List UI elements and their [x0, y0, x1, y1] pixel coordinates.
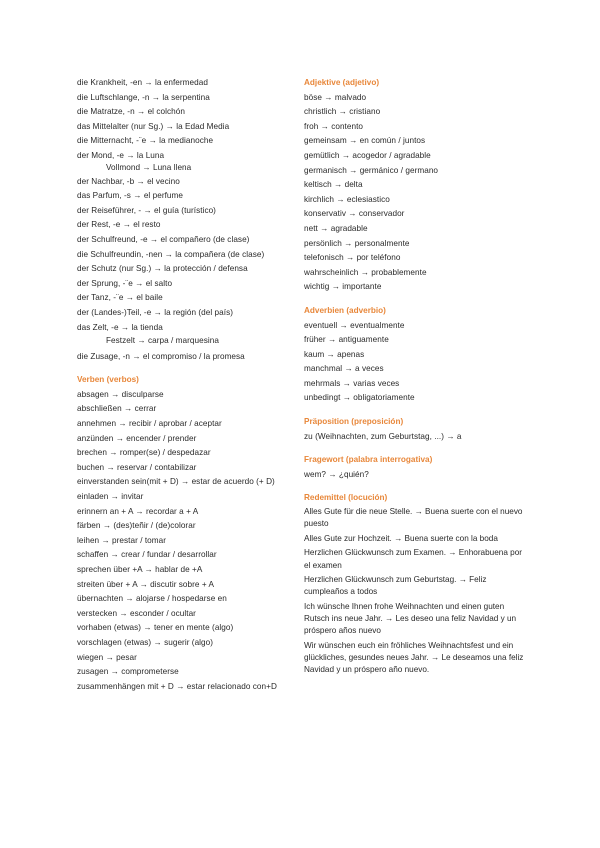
noun-entry: der Nachbar, -b → el vecino: [77, 176, 180, 186]
adjective-entry: konservativ → conservador: [304, 209, 405, 219]
noun-entry: die Krankheit, -en → la enfermedad: [77, 78, 208, 87]
verb-entry: vorschlagen (etwas) → sugerir (algo): [77, 637, 214, 647]
noun-entry: der (Landes-)Teil, -e → la región (del país): [77, 307, 234, 317]
noun-entry: die Matratze, -n → el colchón: [77, 107, 185, 117]
preposition-heading: Präposition (preposición): [304, 417, 404, 427]
adjective-entry: nett → agradable: [304, 223, 368, 233]
adverb-entry: eventuell → eventualmente: [304, 320, 405, 330]
verb-entry: annehmen → recibir / aprobar / aceptar: [77, 419, 222, 429]
verb-entry: erinnern an + A → recordar a + A: [77, 506, 199, 516]
adjective-entry: persönlich → personalmente: [304, 238, 410, 248]
verb-entry: absagen → disculparse: [77, 389, 164, 399]
adverbs-heading: Adverbien (adverbio): [304, 305, 386, 315]
verb-entry: sprechen über +A → hablar de +A: [77, 565, 203, 574]
adjective-entry: christlich → cristiano: [304, 107, 381, 117]
verb-entry: färben → (des)teñir / (de)colorar: [77, 521, 196, 531]
noun-entry: der Tanz, -¨e → el baile: [77, 293, 163, 303]
adjective-entry: gemeinsam → en común / juntos: [304, 136, 426, 146]
locution-entry: Alles Gute für die neue Stelle. → Buena suerte con el nuevo puesto: [304, 507, 523, 529]
adjective-entry: froh → contento: [304, 121, 364, 131]
verb-entry: übernachten → alojarse / hospedarse en: [77, 594, 227, 604]
verb-entry: zusammenhängen mit + D → estar relacionado con+D: [77, 681, 277, 691]
adjective-entry: kirchlich → eclesiastico: [304, 194, 390, 204]
verb-entry: einladen → invitar: [77, 492, 144, 502]
locutions-heading: Redemittel (locución): [304, 493, 388, 503]
verb-entry: buchen → reservar / contabilizar: [77, 462, 197, 472]
verb-entry: wiegen → pesar: [77, 652, 137, 662]
noun-entry: die Zusage, -n → el compromiso / la promesa: [77, 351, 245, 361]
adjective-entry: wichtig → importante: [304, 282, 382, 292]
verb-entry: streiten über + A → discutir sobre + A: [77, 579, 215, 589]
noun-entry: der Sprung, -¨e → el salto: [77, 278, 173, 288]
preposition-entry: zu (Weihnachten, zum Geburtstag, ...) → a: [304, 431, 462, 441]
verb-entry: brechen → romper(se) / despedazar: [77, 448, 211, 458]
question-word-heading: Fragewort (palabra interrogativa): [304, 455, 433, 465]
question-word-entry: wem? → ¿quién?: [304, 469, 369, 479]
noun-entry: die Luftschlange, -n → la serpentina: [77, 92, 210, 102]
noun-entry: die Mitternacht, -¨e → la medianoche: [77, 136, 214, 146]
noun-entry: der Mond, -e → la Luna: [77, 150, 165, 160]
adverb-entry: manchmal → a veces: [304, 364, 384, 374]
adjective-entry: telefonisch → por teléfono: [304, 253, 401, 263]
locution-entry: Herzlichen Glückwunsch zum Examen. → Enhorabuena por el examen: [304, 548, 522, 570]
noun-entry: das Mittelalter (nur Sg.) → la Edad Media: [77, 121, 230, 131]
verb-entry: zusagen → comprometerse: [77, 667, 179, 677]
locution-entry: Alles Gute zur Hochzeit. → Buena suerte con la boda: [304, 533, 498, 543]
verb-entry: leihen → prestar / tomar: [77, 535, 167, 545]
locution-entry: Wir wünschen euch ein fröhliches Weihnachtsfest und ein glückliches, gesundes neues Jahr. → Le deseamos una feliz Navidad y un próspero año nuevo.: [304, 641, 524, 675]
locution-list: [304, 506, 526, 677]
noun-entry: die Schulfreundin, -nen → la compañera (de clase): [77, 249, 265, 259]
noun-entry: der Schulfreund, -e → el compañero (de clase): [77, 234, 250, 244]
noun-entry: der Rest, -e → el resto: [77, 220, 161, 230]
noun-entry: der Reiseführer, - → el guía (turístico): [77, 205, 216, 215]
verb-entry: einverstanden sein(mit + D) → estar de acuerdo (+ D): [77, 477, 275, 487]
left-column: [77, 76, 299, 694]
adverb-entry: früher → antiguamente: [304, 335, 389, 345]
noun-subentry: Festzelt → carpa / marquesina: [106, 336, 219, 346]
noun-list: [77, 76, 299, 364]
locution-entry: Herzlichen Glückwunsch zum Geburtstag. → Feliz cumpleaños a todos: [304, 575, 487, 597]
adjective-entry: germanisch → germánico / germano: [304, 165, 439, 175]
verb-entry: verstecken → esconder / ocultar: [77, 608, 196, 618]
noun-entry: das Zelt, -e → la tienda: [77, 322, 163, 332]
adjectives-heading: Adjektive (adjetivo): [304, 78, 380, 87]
adjective-entry: keltisch → delta: [304, 180, 363, 190]
verb-entry: schaffen → crear / fundar / desarrollar: [77, 550, 217, 560]
adjective-entry: wahrscheinlich → probablemente: [304, 267, 427, 277]
adverb-entry: kaum → apenas: [304, 349, 365, 359]
adjective-list: [304, 91, 526, 295]
noun-entry: das Parfum, -s → el perfume: [77, 191, 184, 201]
verb-entry: vorhaben (etwas) → tener en mente (algo): [77, 623, 234, 633]
verb-entry: anzünden → encender / prender: [77, 433, 197, 443]
adverb-entry: mehrmals → varias veces: [304, 378, 400, 388]
adverb-list: [304, 319, 526, 407]
adjective-entry: gemütlich → acogedor / agradable: [304, 150, 431, 160]
noun-entry: der Schutz (nur Sg.) → la protección / defensa: [77, 264, 248, 274]
adjective-entry: böse → malvado: [304, 92, 367, 102]
locution-entry: Ich wünsche Ihnen frohe Weihnachten und einen guten Rutsch ins neue Jahr. → Les deseo una feliz Navidad y un próspero años nuevo: [304, 602, 517, 636]
adverb-entry: unbedingt → obligatoriamente: [304, 393, 415, 403]
verb-list: [77, 388, 299, 694]
noun-subentry: Vollmond → Luna llena: [106, 162, 192, 172]
verbs-heading: Verben (verbos): [77, 375, 139, 385]
verb-entry: abschließen → cerrar: [77, 404, 157, 414]
right-column: [304, 76, 526, 679]
